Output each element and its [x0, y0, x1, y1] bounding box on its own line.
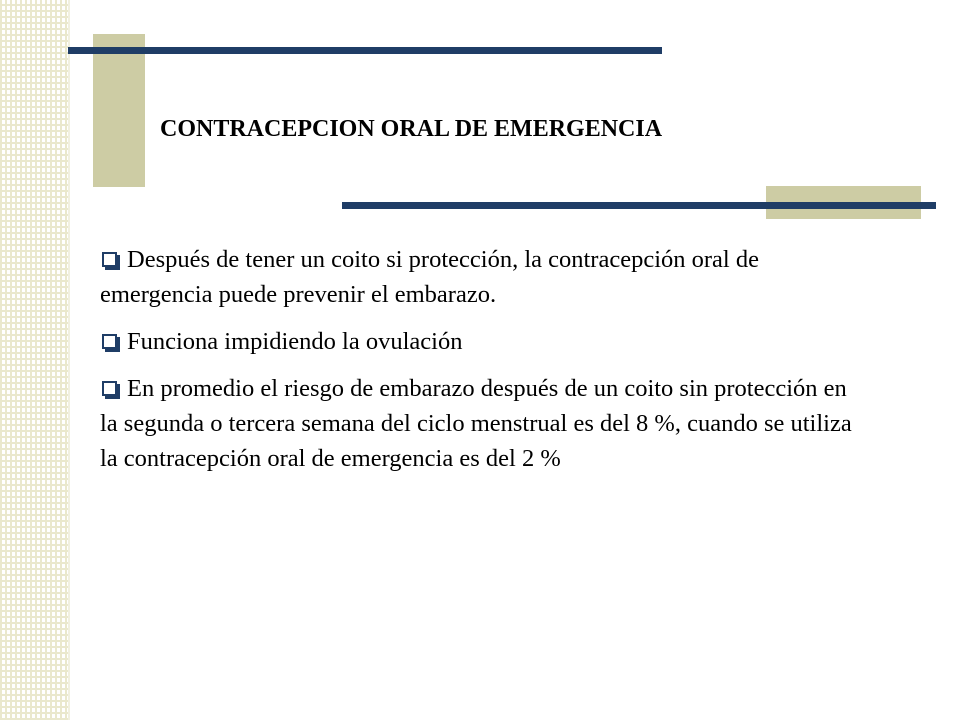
bullet-list — [100, 242, 870, 488]
decorative-khaki-block-top — [93, 34, 145, 187]
bullet-text: En promedio el riesgo de embarazo después de un coito sin protección en la segunda o tercera semana del ciclo menstrual es del 8 %, cuando se utiliza la contracepción oral de emergencia es del 2 % — [100, 375, 852, 472]
slide-title: CONTRACEPCION ORAL DE EMERGENCIA — [160, 116, 663, 142]
decorative-navy-line-top — [68, 47, 662, 54]
bullet-text: Después de tener un coito si protección, la contracepción oral de emergencia puede prevenir el embarazo. — [100, 246, 759, 308]
square-bullet-icon — [102, 252, 117, 267]
bullet-item — [100, 324, 870, 359]
square-bullet-icon — [102, 334, 117, 349]
decorative-navy-line-right — [342, 202, 936, 209]
left-stripe-pattern — [0, 0, 70, 720]
bullet-text: Funciona impidiendo la ovulación — [127, 328, 463, 355]
bullet-item — [100, 242, 870, 312]
square-bullet-icon — [102, 381, 117, 396]
bullet-item — [100, 371, 870, 476]
